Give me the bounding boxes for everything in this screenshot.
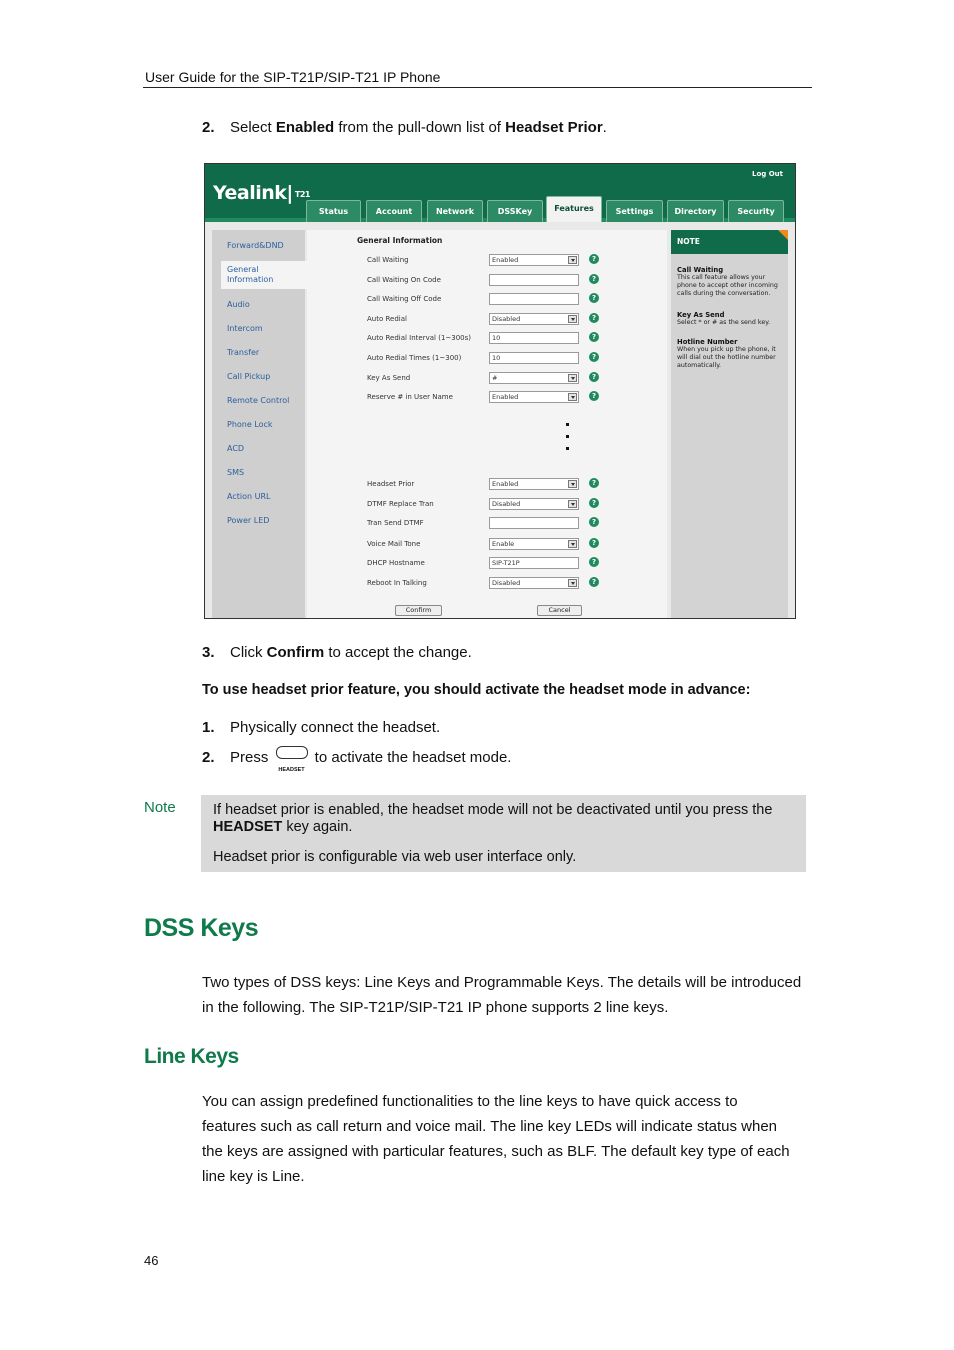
sidebar-item-intercom[interactable]: Intercom — [227, 324, 263, 333]
sidebar-item-audio[interactable]: Audio — [227, 300, 250, 309]
general-information-form — [307, 230, 667, 618]
line-keys-paragraph: You can assign predefined functionalities to the line keys to have quick access to features such as call return and voice mail. The line key LEDs will indicate status when the keys are assigned with particular features, such as BLF. The default key type of each line key is Line. — [202, 1093, 790, 1185]
help-icon[interactable]: ? — [589, 254, 599, 264]
note-panel — [671, 230, 788, 618]
step-number: 1. — [202, 719, 215, 736]
help-icon[interactable]: ? — [589, 478, 599, 488]
chevron-down-icon — [568, 540, 577, 548]
web-ui-topbar — [205, 164, 795, 222]
tab-status[interactable]: Status — [306, 200, 361, 222]
sidebar-item-remote-control[interactable]: Remote Control — [227, 396, 290, 405]
field-label: Auto Redial Interval (1~300s) — [367, 334, 472, 342]
tran-send-dtmf-input[interactable] — [489, 517, 579, 529]
step-bold-headset-prior: Headset Prior — [505, 119, 603, 136]
headset-key-icon — [275, 746, 309, 774]
field-label: Reserve # in User Name — [367, 393, 453, 401]
sidebar-item-action-url[interactable]: Action URL — [227, 492, 271, 501]
note-paragraph-1: If headset prior is enabled, the headset mode will not be deactivated until you press the HEADSET key again. — [213, 802, 773, 835]
tab-directory[interactable]: Directory — [667, 200, 724, 222]
step-number: 2. — [202, 119, 215, 136]
step-text: Physically connect the headset. — [230, 719, 441, 736]
headset-prior-select[interactable]: Enabled — [489, 478, 579, 490]
auto-redial-times-input[interactable]: 10 — [489, 352, 579, 364]
note-hotline-number: Hotline Number When you pick up the phone, it will dial out the hotline number automatically. — [677, 338, 776, 369]
step-number: 2. — [202, 749, 215, 766]
help-icon[interactable]: ? — [589, 577, 599, 587]
field-label: Auto Redial Times (1~300) — [367, 354, 462, 362]
chevron-down-icon — [568, 315, 577, 323]
help-icon[interactable]: ? — [589, 557, 599, 567]
dtmf-replace-tran-select[interactable]: Disabled — [489, 498, 579, 510]
chevron-down-icon — [568, 374, 577, 382]
step-text: Press — [230, 749, 273, 766]
cancel-button[interactable]: Cancel — [537, 605, 582, 616]
field-label: DTMF Replace Tran — [367, 500, 434, 508]
yealink-logo: Yealink| T21 — [213, 182, 310, 204]
tab-features[interactable]: Features — [546, 196, 602, 222]
chevron-down-icon — [568, 500, 577, 508]
line-keys-heading: Line Keys — [144, 1045, 239, 1068]
field-dhcp-hostname — [367, 557, 667, 571]
sidebar-item-general-information[interactable]: General Information — [221, 261, 307, 289]
reserve-hash-select[interactable]: Enabled — [489, 391, 579, 403]
help-icon[interactable]: ? — [589, 517, 599, 527]
field-auto-redial-times — [367, 352, 667, 366]
step-bold-enabled: Enabled — [275, 119, 335, 136]
logout-link[interactable]: Log Out — [752, 170, 783, 178]
help-icon[interactable]: ? — [589, 332, 599, 342]
field-label: Call Waiting On Code — [367, 276, 441, 284]
field-label: Call Waiting Off Code — [367, 295, 442, 303]
headset-key-label: HEADSET — [278, 767, 305, 774]
tab-account[interactable]: Account — [366, 200, 422, 222]
step-2-select-enabled — [202, 118, 607, 138]
field-reserve-hash — [367, 391, 667, 405]
field-key-as-send — [367, 372, 667, 386]
page-header — [143, 68, 812, 88]
tab-dsskey[interactable]: DSSKey — [487, 200, 543, 222]
field-label: Auto Redial — [367, 315, 407, 323]
headset-step-2 — [202, 748, 512, 774]
page-number: 46 — [144, 1253, 159, 1268]
sidebar-item-transfer[interactable]: Transfer — [227, 348, 260, 357]
field-headset-prior — [367, 478, 667, 492]
dhcp-hostname-input[interactable]: SIP-T21P — [489, 557, 579, 569]
help-icon[interactable]: ? — [589, 274, 599, 284]
sidebar-item-power-led[interactable]: Power LED — [227, 516, 270, 525]
field-dtmf-replace-tran — [367, 498, 667, 512]
tab-security[interactable]: Security — [728, 200, 784, 222]
field-label: Key As Send — [367, 374, 411, 382]
field-label: Reboot In Talking — [367, 579, 427, 587]
field-label: Voice Mail Tone — [367, 540, 421, 548]
field-label: DHCP Hostname — [367, 559, 425, 567]
help-icon[interactable]: ? — [589, 352, 599, 362]
voice-mail-tone-select[interactable]: Enable — [489, 538, 579, 550]
auto-redial-interval-input[interactable]: 10 — [489, 332, 579, 344]
step-3-click-confirm — [202, 643, 472, 663]
auto-redial-select[interactable]: Disabled — [489, 313, 579, 325]
step-text: to accept the change. — [324, 644, 472, 661]
key-as-send-select[interactable]: # — [489, 372, 579, 384]
sidebar-item-phone-lock[interactable]: Phone Lock — [227, 420, 273, 429]
field-call-waiting-on-code — [367, 274, 667, 288]
headset-step-1 — [202, 718, 440, 738]
call-waiting-select[interactable]: Enabled — [489, 254, 579, 266]
sidebar-item-call-pickup[interactable]: Call Pickup — [227, 372, 271, 381]
field-auto-redial-interval — [367, 332, 667, 346]
sidebar-item-forward-dnd[interactable]: Forward&DND — [227, 241, 284, 250]
chevron-down-icon — [568, 256, 577, 264]
note-panel-title: NOTE — [671, 230, 788, 254]
dss-keys-paragraph: Two types of DSS keys: Line Keys and Programmable Keys. The details will be introduced in the following. The SIP-T21P/SIP-T21 IP phone supports 2 line keys. — [202, 974, 802, 1016]
field-call-waiting — [367, 254, 667, 268]
field-label: Headset Prior — [367, 480, 415, 488]
web-ui-screenshot — [204, 163, 796, 619]
note-label: Note — [144, 799, 176, 816]
sidebar-item-sms[interactable]: SMS — [227, 468, 245, 477]
chevron-down-icon — [568, 579, 577, 587]
step-text: from the pull-down list of — [334, 119, 506, 136]
header-title: User Guide for the SIP-T21P/SIP-T21 IP Phone — [145, 69, 441, 85]
help-icon[interactable]: ? — [589, 538, 599, 548]
chevron-down-icon — [568, 480, 577, 488]
help-icon[interactable]: ? — [589, 498, 599, 508]
tab-settings[interactable]: Settings — [606, 200, 663, 222]
section-title: General Information — [357, 236, 443, 245]
headset-intro-heading: To use headset prior feature, you should activate the headset mode in advance: — [202, 682, 751, 698]
field-voice-mail-tone — [367, 538, 667, 552]
step-text: to activate the headset mode. — [310, 749, 512, 766]
chevron-down-icon — [568, 393, 577, 401]
note-call-waiting: Call Waiting This call feature allows your phone to accept other incoming calls during the conversation. — [677, 266, 778, 297]
note-paragraph-2: Headset prior is configurable via web user interface only. — [213, 849, 577, 865]
dss-keys-heading: DSS Keys — [144, 914, 259, 942]
sidebar-item-acd[interactable]: ACD — [227, 444, 245, 453]
call-waiting-on-code-input[interactable] — [489, 274, 579, 286]
confirm-button[interactable]: Confirm — [395, 605, 442, 616]
step-text: . — [602, 119, 607, 136]
help-icon[interactable]: ? — [589, 313, 599, 323]
help-icon[interactable]: ? — [589, 293, 599, 303]
ellipsis-vertical-icon — [566, 423, 569, 459]
features-sidebar — [212, 230, 305, 618]
field-tran-send-dtmf — [367, 517, 667, 531]
field-label: Tran Send DTMF — [367, 519, 424, 527]
help-icon[interactable]: ? — [589, 391, 599, 401]
field-auto-redial — [367, 313, 667, 327]
step-text: Select — [230, 119, 276, 136]
reboot-in-talking-select[interactable]: Disabled — [489, 577, 579, 589]
tab-network[interactable]: Network — [427, 200, 483, 222]
note-key-as-send: Key As Send Select * or # as the send key. — [677, 311, 771, 326]
note-box — [201, 795, 806, 872]
step-text: Click — [230, 644, 267, 661]
field-call-waiting-off-code — [367, 293, 667, 307]
call-waiting-off-code-input[interactable] — [489, 293, 579, 305]
field-reboot-in-talking — [367, 577, 667, 591]
help-icon[interactable]: ? — [589, 372, 599, 382]
field-label: Call Waiting — [367, 256, 409, 264]
step-number: 3. — [202, 644, 215, 661]
step-bold-confirm: Confirm — [266, 644, 325, 661]
